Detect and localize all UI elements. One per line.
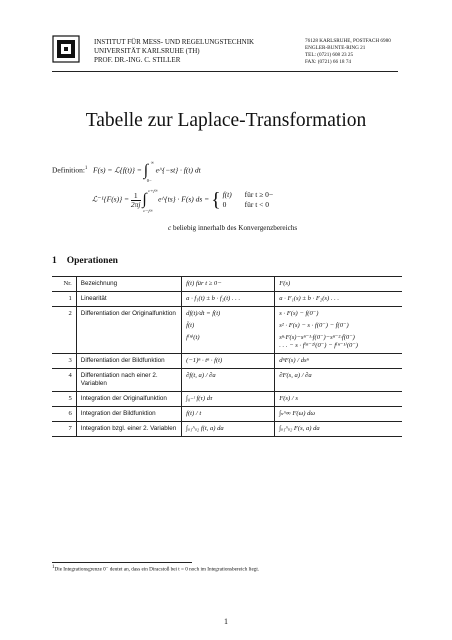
row-laplace-domain — [275, 354, 402, 369]
laplace-expression: ∫ₐ₁^ₐ₂ F(s, a) da — [279, 425, 320, 432]
table-row — [52, 354, 402, 369]
laplace-expression: sⁿ·F(s)−sⁿ⁻¹·f(0⁻)−sⁿ⁻²·ḟ(0⁻) — [279, 334, 355, 341]
row-number: 1 — [52, 292, 76, 307]
section-heading — [52, 256, 128, 266]
table-row — [52, 292, 402, 307]
fraction-numerator: 1 — [131, 192, 141, 201]
case-value: f(t) — [222, 190, 232, 199]
table-row — [52, 392, 402, 407]
section-title: Operationen — [66, 256, 118, 266]
address-line: ENGLER-BUNTE-RING 21 — [305, 45, 366, 51]
row-number: 5 — [52, 392, 76, 407]
laplace-expression: s · F(s) − f(0⁻) — [279, 310, 319, 317]
time-expression: ∫ₐ₁^ₐ₂ f(t, a) da — [186, 425, 224, 432]
row-name: Differentiation der Bildfunktion — [76, 354, 181, 369]
definition-forward — [52, 160, 201, 183]
footnote-text: Die Integrationsgrenze 0⁻ deutet an, dass ein Diracstoß bei t = 0 noch im Integrationsbereich liegt. — [54, 566, 260, 573]
time-expression: f⁽ⁿ⁾(t) — [186, 334, 200, 341]
laplace-expression: ∂F(s, a) / ∂a — [279, 372, 312, 379]
time-expression: ∂f(t, a) / ∂a — [186, 372, 216, 379]
table-row — [52, 422, 402, 437]
forward-formula: F(s) = ℒ{f(t)} = — [93, 165, 144, 175]
institute-line: INSTITUT FÜR MESS- UND REGELUNGSTECHNIK — [94, 38, 255, 46]
institute-block — [94, 38, 254, 65]
row-name: Differentiation nach einer 2. Variablen — [76, 369, 181, 392]
header-nr: Nr. — [52, 277, 76, 292]
inverse-lhs: ℒ⁻¹{F(s)} = — [92, 194, 131, 204]
row-laplace-domain — [275, 392, 402, 407]
row-time-domain — [182, 422, 275, 437]
row-number: 7 — [52, 422, 76, 437]
note-variable: c — [168, 224, 172, 232]
address-line: 76128 KARLSRUHE, POSTFACH 6980 — [305, 38, 391, 44]
case-condition: für t < 0 — [244, 200, 270, 209]
fraction-denominator: 2πj — [130, 199, 141, 209]
time-expression: ∫₀₋ᵗ f(τ) dτ — [186, 395, 213, 402]
inverse-integrand: e^{ts} · F(s) ds = — [158, 194, 212, 204]
row-name: Integration der Originalfunktion — [76, 392, 181, 407]
row-name: Linearität — [76, 292, 181, 307]
time-expression: a · f₁(t) ± b · f₂(t) . . . — [186, 295, 241, 302]
table-header-row — [52, 277, 402, 292]
institute-line: PROF. DR.-ING. C. STILLER — [94, 56, 181, 64]
footnote-mark: 1 — [84, 166, 88, 172]
laplace-expression: dⁿF(s) / dsⁿ — [279, 357, 309, 364]
inverse-fraction — [131, 192, 141, 209]
page-title: Tabelle zur Laplace-Transformation — [85, 110, 367, 131]
laplace-expression: s² · F(s) − s · f(0⁻) − ḟ(0⁻) — [279, 322, 349, 329]
laplace-expression: F(s) / s — [279, 395, 298, 402]
header-name: Bezeichnung — [76, 277, 181, 292]
table-row — [52, 369, 402, 392]
integral-sign: ∫ — [143, 162, 149, 179]
integral-sign: ∫ — [142, 191, 147, 208]
laplace-expression: . . . − s · f⁽ⁿ⁻²⁾(0⁻) − f⁽ⁿ⁻¹⁾(0⁻) — [279, 342, 358, 349]
operations-table — [52, 276, 402, 437]
note-text: beliebig innerhalb des Konvergenzbereichs — [173, 224, 298, 232]
row-time-domain — [182, 292, 275, 307]
integral-lower: c−j∞ — [143, 208, 153, 213]
definition-note — [168, 224, 297, 233]
row-number: 4 — [52, 369, 76, 392]
definition-inverse — [92, 188, 274, 213]
forward-integrand: e^{−st} · f(t) dt — [155, 165, 201, 175]
row-name: Integration der Bildfunktion — [76, 407, 181, 422]
case-condition: für t ≥ 0− — [244, 190, 274, 199]
section-number: 1 — [52, 256, 57, 266]
integral-upper: c+j∞ — [148, 188, 158, 193]
row-number: 3 — [52, 354, 76, 369]
case-value: 0 — [222, 200, 227, 209]
row-time-domain — [182, 307, 275, 354]
university-logo — [52, 35, 80, 63]
footnote — [52, 565, 259, 573]
laplace-expression: ∫ₛ^∞ F(ω) dω — [279, 410, 316, 417]
row-number: 2 — [52, 307, 76, 354]
address-line: TEL: (0721) 608 23 25 — [305, 52, 354, 58]
address-line: FAX: (0721) 66 18 74 — [305, 59, 352, 65]
definition-label: Definition: — [52, 165, 85, 175]
header-time: f(t) für t ≥ 0− — [182, 277, 275, 292]
row-name: Integration bzgl. einer 2. Variablen — [76, 422, 181, 437]
row-time-domain — [182, 354, 275, 369]
page-number: 1 — [224, 617, 228, 626]
time-expression: f(t) / t — [186, 410, 202, 417]
row-time-domain — [182, 407, 275, 422]
header-divider — [52, 71, 398, 72]
row-laplace-domain — [275, 422, 402, 437]
row-laplace-domain — [275, 407, 402, 422]
footnote-mark: 1 — [52, 565, 55, 570]
row-laplace-domain — [275, 307, 402, 354]
integral-lower: 0− — [146, 178, 152, 183]
time-expression: f̈(t) — [186, 322, 195, 329]
row-time-domain — [182, 392, 275, 407]
row-laplace-domain — [275, 292, 402, 307]
table-row — [52, 307, 402, 354]
header-laplace: F(s) — [275, 277, 402, 292]
row-laplace-domain — [275, 369, 402, 392]
cases — [223, 190, 274, 210]
row-time-domain — [182, 369, 275, 392]
address-block — [305, 38, 391, 66]
row-number: 6 — [52, 407, 76, 422]
row-name: Differentiation der Originalfunktion — [76, 307, 181, 354]
table-row — [52, 407, 402, 422]
time-expression: (−1)ⁿ · tⁿ · f(t) — [186, 357, 223, 364]
cases-brace: { — [211, 189, 221, 211]
time-expression: df(t)/dt = ḟ(t) — [186, 310, 221, 317]
footnote-divider — [52, 562, 192, 563]
laplace-expression: a · F₁(s) ± b · F₂(s) . . . — [279, 295, 340, 302]
integral-upper: ∞ — [150, 160, 154, 165]
institute-line: UNIVERSITÄT KARLSRUHE (TH) — [94, 47, 200, 55]
